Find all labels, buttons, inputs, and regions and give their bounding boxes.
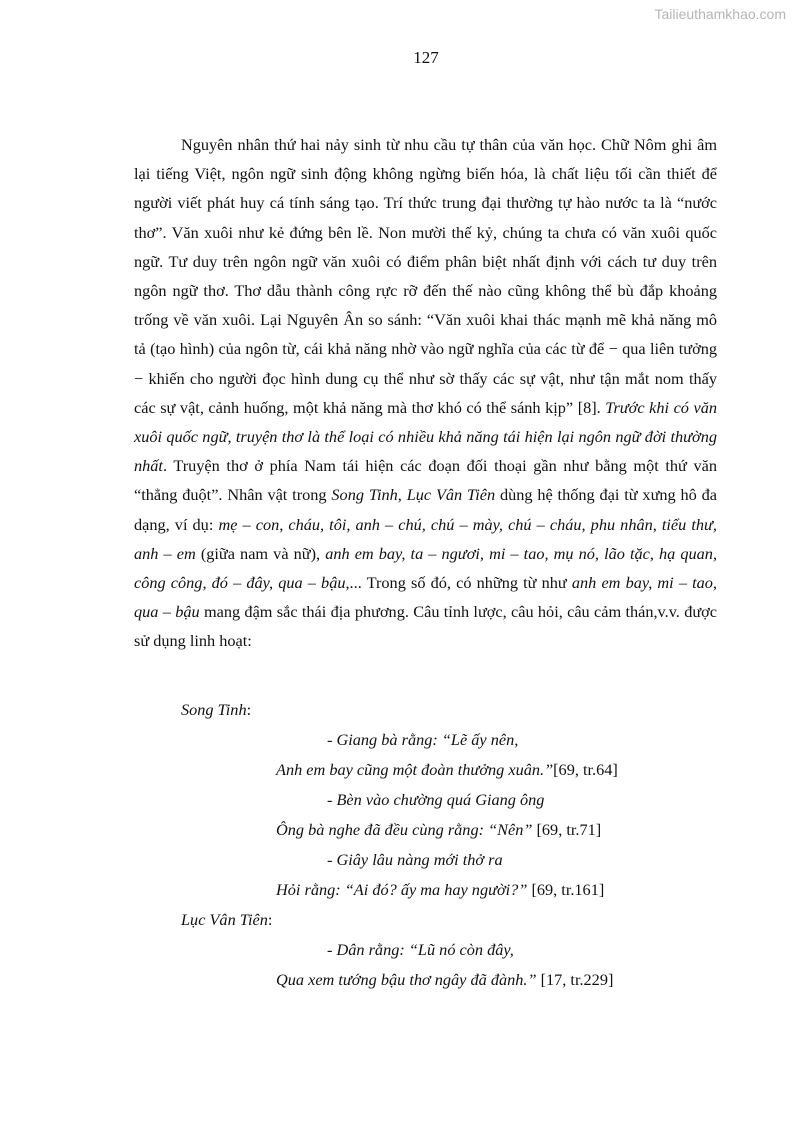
paragraph-text: dùng hệ thống đại từ xưng hô đa dạng, ví dụ:: [134, 485, 718, 534]
citation: [17, tr.229]: [536, 970, 614, 989]
paragraph-italic-claim: Trước khi có văn xuôi quốc ngữ, truyện thơ là thể loại có nhiều khả năng tái hiện lại ngôn ngữ đời thường nhất: [134, 397, 717, 476]
quote-line: Hỏi rằng: “Ai đó? ấy ma hay người?” [69, tr.161]: [276, 880, 605, 899]
work-title-song-tinh: Song Tinh: [331, 485, 398, 505]
quote-line: Qua xem tướng bậu thơ ngây đã đành.” [17, tr.229]: [276, 970, 614, 989]
quote-line: - Dân rằng: “Lũ nó còn đây,: [327, 940, 514, 959]
work-title-luc-van-tien: Lục Vân Tiên: [406, 485, 496, 505]
regional-pronouns: anh em bay, mi – tao, qua – bậu: [134, 573, 717, 622]
paragraph-text: (giữa nam và nữ),: [195, 543, 326, 563]
citation: [69, tr.161]: [527, 880, 605, 899]
quote-line: - Giây lâu nàng mới thở ra: [327, 850, 503, 869]
paragraph-text: ,... Trong số đó, có những từ như: [345, 573, 572, 593]
paragraph-text: mang đậm sắc thái địa phương. Câu tỉnh lược, câu hỏi, câu cảm thán,v.v. được sử dụng linh hoạt:: [134, 602, 717, 651]
quote-line: Anh em bay cũng một đoàn thưởng xuân.”[69, tr.64]: [276, 760, 618, 779]
pronoun-examples: anh em bay, ta – ngươi, mi – tao, mụ nó, lão tặc, hạ quan, công công, đó – đây, qua – bậu: [134, 543, 718, 593]
paragraph-text: ,: [397, 485, 407, 505]
citation: [69, tr.71]: [532, 820, 602, 839]
paragraph-text: . Truyện thơ ở phía Nam tái hiện các đoạn đối thoại gần như bằng một thứ văn “thẳng đuột”. Nhân vật trong: [134, 456, 717, 505]
watermark: Tailieuthamkhao.com: [654, 6, 786, 22]
quote-line: - Giang bà rằng: “Lẽ ấy nên,: [327, 730, 519, 749]
page-number: 127: [413, 48, 439, 67]
quote-line: - Bèn vào chường quá Giang ông: [327, 790, 545, 809]
quote-line: Ông bà nghe đã đều cùng rằng: “Nên” [69, tr.71]: [276, 820, 602, 839]
body-paragraph: [134, 130, 717, 656]
paragraph-text: Nguyên nhân thứ hai nảy sinh từ nhu cầu tự thân của văn học. Chữ Nôm ghi âm lại tiếng Việt, ngôn ngữ sinh động không ngừng biến hóa, là chất liệu tối cần thiết để người viết phát huy cá tính sáng tạo. Trí thức trung đại thường tự hào nước ta là “nước thơ”. Văn xuôi như kẻ đứng bên lề. Non mười thế kỷ, chúng ta chưa có văn xuôi quốc ngữ. Tư duy trên ngôn ngữ văn xuôi có điểm phân biệt nhất định với cách tư duy trên ngôn ngữ thơ. Thơ dẫu thành công rực rỡ đến thế nào cũng không thể bù đắp khoảng trống về văn xuôi. Lại Nguyên Ân so sánh: “Văn xuôi khai thác mạnh mẽ khả năng mô tả (tạo hình) của ngôn từ, cái khả năng nhờ vào ngữ nghĩa của các từ để − qua liên tưởng − khiến cho người đọc hình dung cụ thể như sờ thấy các sự vật, như tận mắt nom thấy các sự vật, cảnh huống, một khả năng mà thơ khó có thể sánh kịp” [8].: [134, 135, 717, 417]
quote-heading-song-tinh: Song Tinh:: [181, 700, 252, 719]
pronoun-examples: mẹ – con, cháu, tôi, anh – chú, chú – mày, chú – cháu, phu nhân, tiểu thư, anh – em: [134, 514, 717, 563]
quote-heading-luc-van-tien: Lục Vân Tiên:: [181, 910, 273, 929]
citation: [69, tr.64]: [553, 760, 618, 779]
